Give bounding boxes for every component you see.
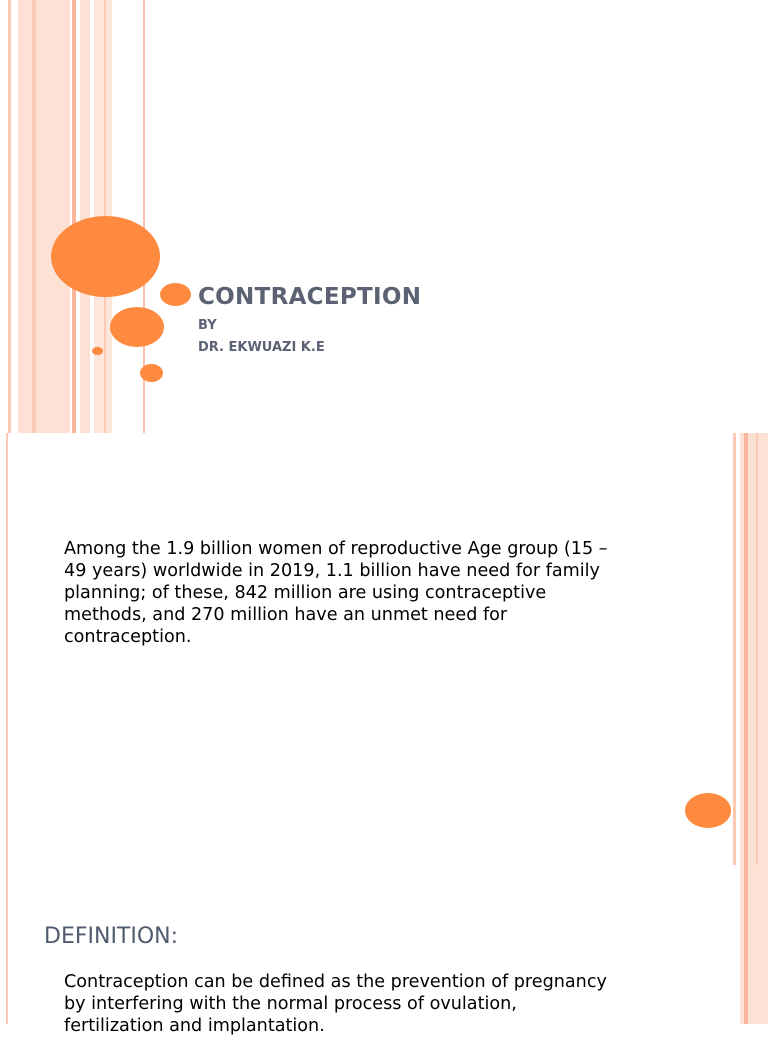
decor-stripe [8, 0, 11, 433]
decor-stripe [744, 865, 748, 1024]
decor-stripe [72, 0, 76, 433]
subtitle-author: DR. EKWUAZI K.E [198, 340, 325, 355]
decor-circle-large [51, 216, 160, 297]
text-line: contraception. [64, 627, 192, 647]
text-line: Contraception can be defined as the prevention of pregnancy [64, 972, 607, 992]
decor-stripe [733, 433, 736, 865]
text-line: by interfering with the normal process of ovulation, [64, 994, 517, 1014]
text-line: 49 years) worldwide in 2019, 1.1 billion have need for family [64, 561, 600, 581]
statistics-paragraph [64, 538, 608, 648]
decor-stripe [756, 433, 758, 865]
text-line: Among the 1.9 billion women of reproductive Age group (15 – [64, 539, 608, 559]
slide-title: CONTRACEPTION [198, 284, 422, 310]
decor-stripe [6, 433, 8, 865]
decor-circle [160, 283, 191, 306]
decor-circle [110, 307, 164, 347]
decor-stripe [80, 0, 90, 433]
statistics-slide [0, 433, 768, 865]
decor-circle [685, 793, 731, 828]
decor-stripe [18, 0, 70, 433]
decor-stripe [32, 0, 36, 433]
definition-heading: DEFINITION: [44, 924, 179, 949]
decor-circle-small [92, 347, 103, 355]
text-line: planning; of these, 842 million are using contraceptive [64, 583, 547, 603]
text-line: methods, and 270 million have an unmet need for [64, 605, 508, 625]
title-slide [0, 0, 768, 433]
decor-stripe [744, 433, 748, 865]
definition-slide [0, 865, 768, 1036]
text-line: fertilization and implantation. [64, 1016, 325, 1036]
decor-stripe [6, 865, 8, 1024]
subtitle-by: BY [198, 318, 217, 333]
decor-circle [140, 364, 163, 382]
definition-paragraph [64, 971, 607, 1037]
